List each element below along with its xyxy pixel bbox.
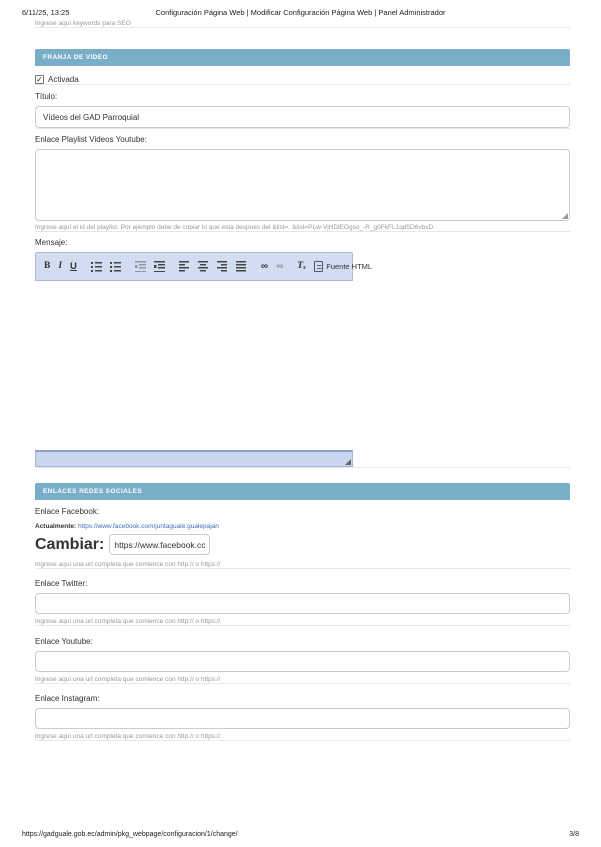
print-footer — [22, 831, 579, 838]
seo-keywords-help: Ingrese aquí keywords para SEO — [35, 20, 131, 27]
align-justify-icon — [236, 261, 247, 272]
toolbar-source-button[interactable] — [310, 259, 376, 274]
divider — [35, 740, 570, 741]
facebook-label: Enlace Facebook: — [35, 507, 100, 516]
editor-bottom-bar — [35, 450, 353, 467]
toolbar-align-left-button[interactable] — [175, 259, 194, 274]
toolbar-source-label: Fuente HTML — [326, 262, 373, 271]
align-center-icon — [198, 261, 209, 272]
facebook-current-label: Actualmente: — [35, 523, 77, 530]
outdent-icon — [135, 261, 146, 272]
source-icon — [314, 261, 323, 272]
underline-icon: U — [70, 261, 77, 272]
rich-text-editor — [35, 252, 373, 467]
indent-icon — [154, 261, 165, 272]
divider — [35, 568, 570, 569]
section-header-franja-de-video: FRANJA DE VIDEO — [35, 49, 570, 66]
activada-field — [35, 75, 570, 84]
instagram-help: Ingrese aquí una url completa que comience con http:// o https:// — [35, 733, 221, 740]
divider — [35, 231, 570, 232]
facebook-current-row — [35, 523, 570, 530]
resize-handle-icon[interactable] — [562, 213, 568, 219]
footer-url: https://gadguale.gob.ec/admin/pkg_webpage/configuracion/1/change/ — [22, 831, 238, 838]
facebook-help: Ingrese aquí una url completa que comience con http:// o https:// — [35, 561, 221, 568]
titulo-input[interactable] — [35, 106, 570, 128]
toolbar-bold-button[interactable] — [40, 259, 54, 274]
activada-checkbox[interactable]: ✓ — [36, 75, 43, 84]
instagram-label: Enlace Instagram: — [35, 694, 100, 703]
twitter-url-input[interactable] — [35, 593, 570, 614]
titulo-label: Título: — [35, 92, 58, 101]
playlist-textarea-wrap — [35, 149, 570, 221]
divider — [35, 128, 570, 129]
toolbar-indent-button[interactable] — [150, 259, 169, 274]
toolbar-italic-button[interactable] — [54, 259, 66, 274]
playlist-help: Ingrese aquí el id del playlist. Por ejemplo debe de copiar lo que esta despues del &list=. &list=PLw-VjHDlEOgso_-R_g0FkFL1qd5D6vbxD — [35, 224, 434, 231]
toolbar-align-justify-button[interactable] — [232, 259, 251, 274]
toolbar-outdent-button — [131, 259, 150, 274]
remove-format-icon: Tₓ — [297, 261, 307, 271]
twitter-help: Ingrese aquí una url completa que comience con http:// o https:// — [35, 618, 221, 625]
divider — [35, 467, 570, 468]
mensaje-label: Mensaje: — [35, 238, 68, 247]
bullet-list-icon — [110, 261, 121, 272]
footer-page-number: 3/8 — [569, 831, 579, 838]
italic-icon: I — [58, 261, 63, 271]
divider — [35, 625, 570, 626]
section-header-enlaces-redes-sociales: ENLACES REDES SOCIALES — [35, 483, 570, 500]
facebook-url-input[interactable] — [109, 534, 210, 555]
toolbar-align-right-button[interactable] — [213, 259, 232, 274]
toolbar-ordered-list-button[interactable] — [87, 259, 106, 274]
youtube-url-input[interactable] — [35, 651, 570, 672]
print-header — [0, 0, 601, 17]
bold-icon: B — [44, 261, 51, 271]
divider — [35, 27, 570, 28]
youtube-help: Ingrese aquí una url completa que comience con http:// o https:// — [35, 676, 221, 683]
form-content — [35, 20, 570, 741]
facebook-current-link[interactable]: https://www.facebook.com/juntaguale.gualepajan — [78, 523, 219, 530]
align-right-icon — [217, 261, 228, 272]
toolbar-align-center-button[interactable] — [194, 259, 213, 274]
link-icon: ∞ — [260, 260, 269, 272]
youtube-label: Enlace Youtube: — [35, 637, 93, 646]
align-left-icon — [179, 261, 190, 272]
activada-label: Activada — [48, 75, 79, 84]
editor-content[interactable] — [35, 281, 353, 450]
twitter-label: Enlace Twitter: — [35, 579, 88, 588]
toolbar-bullet-list-button[interactable] — [106, 259, 125, 274]
divider — [35, 84, 570, 85]
toolbar-unlink-button — [272, 260, 287, 274]
instagram-url-input[interactable] — [35, 708, 570, 729]
editor-toolbar — [35, 252, 373, 281]
resize-handle-icon[interactable] — [345, 459, 351, 465]
toolbar-link-button[interactable] — [257, 260, 272, 274]
facebook-change-label: Cambiar: — [35, 535, 105, 553]
toolbar-underline-button[interactable] — [66, 259, 81, 274]
ordered-list-icon — [91, 261, 102, 272]
toolbar-remove-format-button[interactable] — [293, 259, 310, 274]
facebook-change-row — [35, 534, 570, 555]
playlist-textarea[interactable] — [35, 149, 570, 221]
playlist-label: Enlace Playlist Videos Youtube: — [35, 135, 147, 144]
divider — [35, 683, 570, 684]
unlink-icon: ∞ — [276, 260, 284, 272]
page-title: Configuración Página Web | Modificar Configuración Página Web | Panel Administrador — [155, 8, 446, 17]
print-datetime: 6/11/25, 13:25 — [22, 8, 70, 17]
